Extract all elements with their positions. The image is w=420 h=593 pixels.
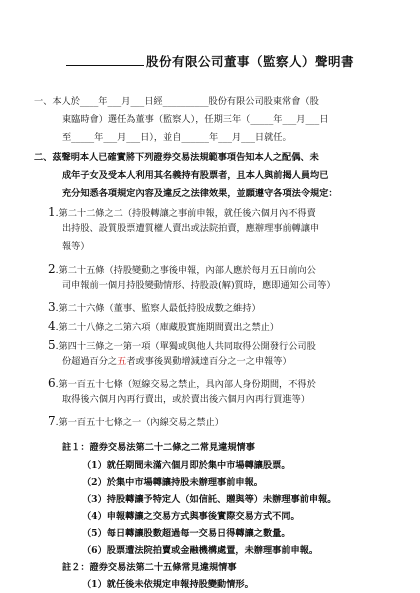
section2-intro-3: 充分知悉各項規定內容及違反之法律效果，並願遵守各項法令規定： [62,188,338,199]
item-5-number: 5 [48,338,56,352]
item-6-line-2: 取得後六個月內再行賣出，或於賣出後六個月內再行買進等） [62,394,311,405]
section1-line-2: 東臨時會）選任為董事（監察人），任期三年（_____年___月___日 [62,114,329,125]
item-1-line-2: 出持股、設質股票遭質權人賣出或法院拍賣，應辦理事前轉讓申 [62,223,320,234]
section1-line-3: 至_____年___月___日），並自______年___月___日就任。 [62,132,292,143]
item-4-line-1: 4.第二十八條之二第六項（庫藏股實施期間賣出之禁止） [48,319,280,333]
note1-item-6: （6）股票遭法院拍賣或金融機構處置，未辦理事前申報。 [82,545,319,556]
document-title [0,52,420,70]
item-5-line-1: 5.第四十三條之一第一項（單獨或與他人共同取得公開發行公司股 [48,338,316,352]
title-text: 股份有限公司董事（監察人）聲明書 [145,54,354,69]
item-7-number: 7 [48,414,56,428]
note1-item-1: （1）就任期間未滿六個月即於集中市場轉讓股票。 [82,460,291,471]
item-3-line-1: 3.第二十六條（董事、監察人最低持股成數之維持） [48,300,261,314]
item-2-line-1: 2.第二十五條（持股變動之事後申報，內部人應於每月五日前向公 [48,262,316,276]
note1-item-5: （5）每日轉讓股數超過每一交易日得轉讓之數量。 [82,528,291,539]
highlight-five: 五 [117,356,127,367]
item-1-line-1: 1.第二十二條之二（持股轉讓之事前申報，就任後六個月內不得賣 [48,205,316,219]
company-name-blank[interactable] [66,55,144,66]
note1-heading: 註１：證券交易法第二十二條之二常見違規情事 [62,442,255,453]
section2-intro-2: 成年子女及受本人利用其名義持有股票者，且本人與前揭人員均已 [62,170,329,181]
item-6-line-1: 6.第一百五十七條（短線交易之禁止，具內部人身份期間，不得於 [48,376,316,390]
note1-item-3: （3）持股轉讓予特定人（如信託、贈與等）未辦理事前申報。 [82,494,337,505]
item-3-number: 3 [48,300,56,314]
item-7-line-1: 7.第一百五十七條之一（內線交易之禁止） [48,414,224,428]
note1-item-2: （2）於集中市場轉讓持股未辦理事前申報。 [82,477,263,488]
item-2-number: 2 [48,262,56,276]
note2-item-1: （1）就任後未依規定申報持股變動情形。 [82,579,254,590]
item-5-line-2: 份超過百分之五者或事後異動增減達百分之一之申報等） [62,356,292,367]
item-4-number: 4 [48,319,56,333]
item-2-line-2: 司申報前一個月持股變動情形、持股設(解)質時，應即通知公司等） [62,280,336,291]
item-6-number: 6 [48,376,56,390]
note2-heading: 註２：證券交易法第二十五條常見違規情事 [62,562,237,573]
note1-item-4: （4）申報轉讓之交易方式與事後實際交易方式不同。 [82,511,300,522]
item-1-line-3: 報等） [62,241,90,252]
section2-intro-1: 二、茲聲明本人已確實將下列證券交易法規範事項告知本人之配偶、未 [34,152,319,163]
item-1-number: 1 [48,205,56,219]
section1-line-1: 一、本人於____年___月___日經__________股份有限公司股東常會（股 [34,96,319,107]
